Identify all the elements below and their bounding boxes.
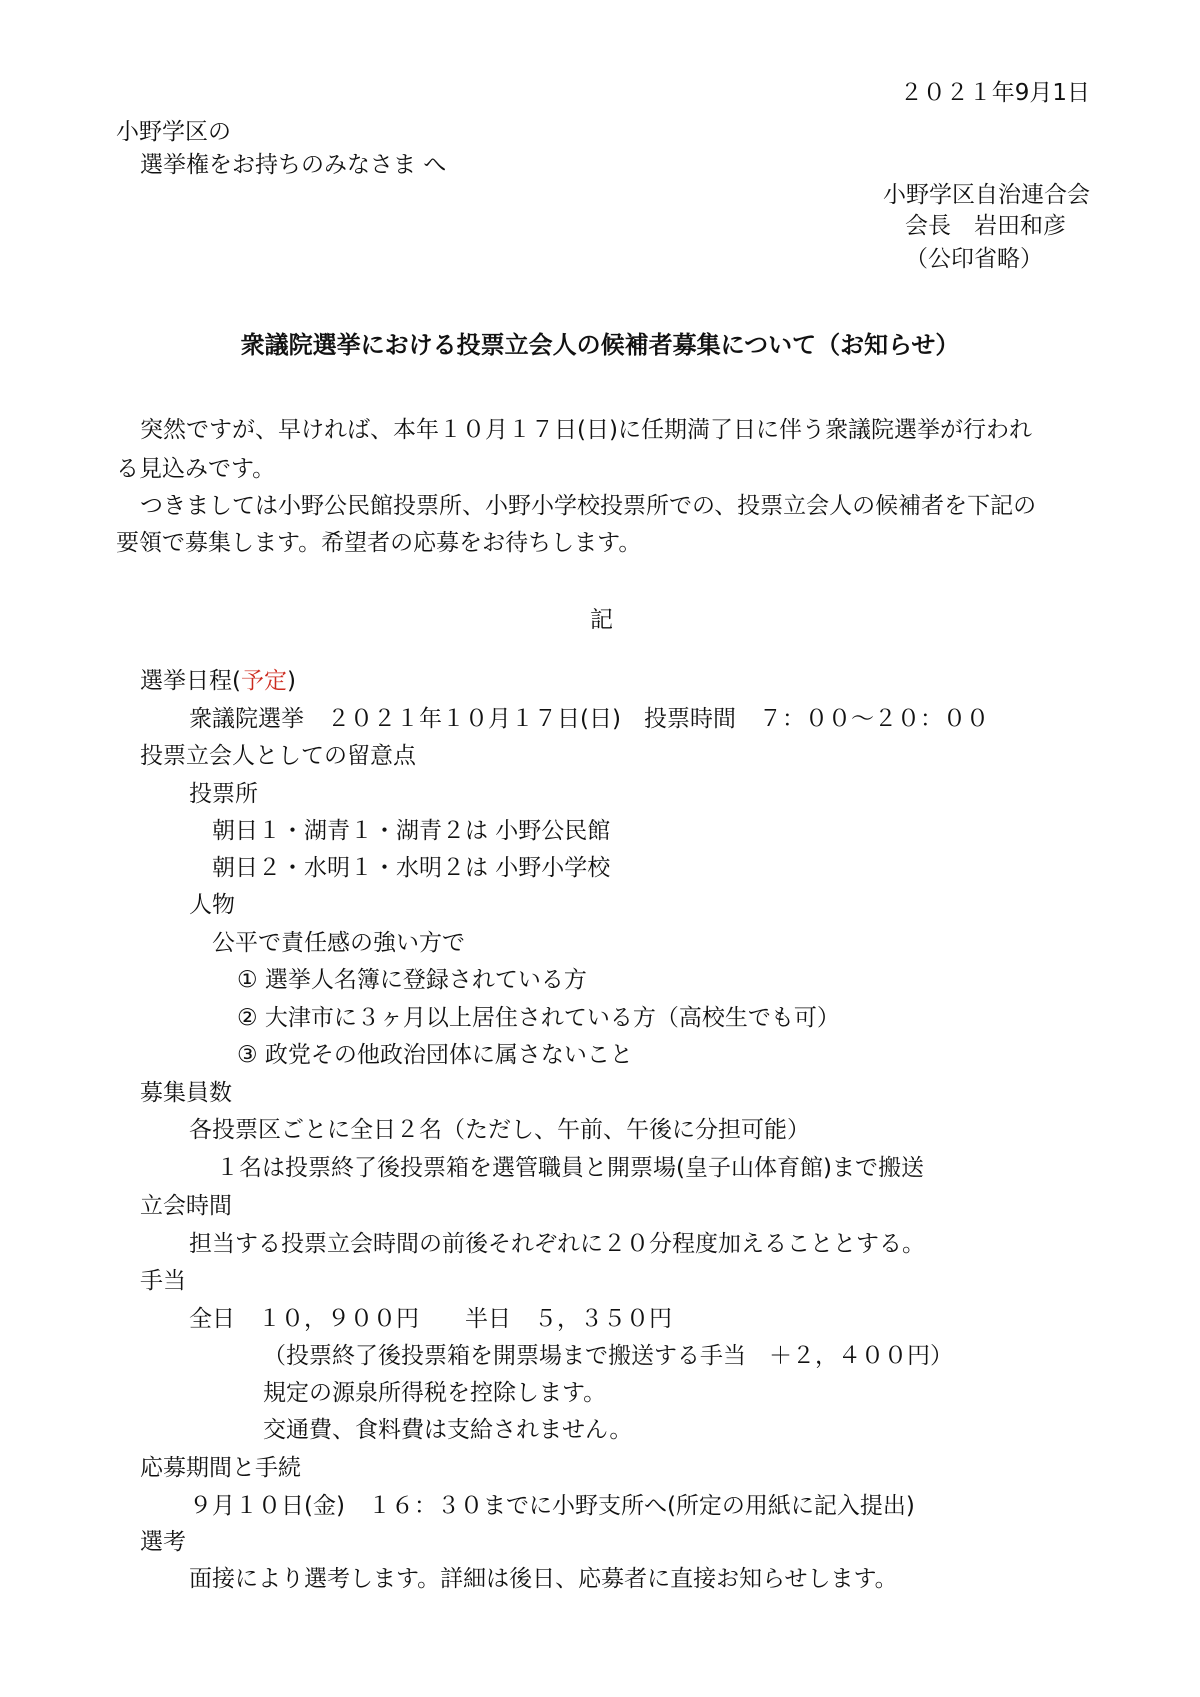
tentative-label: 予定 bbox=[240, 668, 287, 694]
recruit-heading: 募集員数 bbox=[140, 1080, 232, 1106]
person-condition-1: ① 選挙人名簿に登録されている方 bbox=[237, 967, 587, 993]
intro-paragraph-2-line-2: 要領で募集します。希望者の応募をお待ちします。 bbox=[116, 530, 642, 556]
apply-line-1: ９月１０日(金) １６：３０までに小野支所へ(所定の用紙に記入提出) bbox=[189, 1493, 915, 1519]
sender-name: 会長 岩田和彦 bbox=[905, 213, 1066, 239]
document-title: 衆議院選挙における投票立会人の候補者募集について（お知らせ） bbox=[240, 331, 960, 359]
ki-marker: 記 bbox=[590, 607, 613, 633]
time-heading: 立会時間 bbox=[140, 1193, 232, 1219]
allowance-line-2: （投票終了後投票箱を開票場まで搬送する手当 ＋２，４００円） bbox=[263, 1343, 953, 1369]
recipient-line-2: 選挙権をお持ちのみなさま へ bbox=[140, 152, 447, 178]
notes-heading: 投票立会人としての留意点 bbox=[140, 743, 416, 769]
schedule-heading-pre: 選挙日程( bbox=[140, 668, 241, 694]
document-date: ２０２１年9月1日 bbox=[899, 80, 1090, 106]
recruit-line-1: 各投票区ごとに全日２名（ただし、午前、午後に分担可能） bbox=[189, 1117, 810, 1143]
apply-heading: 応募期間と手続 bbox=[140, 1455, 301, 1481]
intro-paragraph-2-line-1: つきましては小野公民館投票所、小野小学校投票所での、投票立会人の候補者を下記の bbox=[140, 493, 1037, 519]
recipient-line-1: 小野学区の bbox=[116, 119, 231, 145]
venue-line-2: 朝日２・水明１・水明２は 小野小学校 bbox=[212, 855, 611, 881]
venue-line-1: 朝日１・湖青１・湖青２は 小野公民館 bbox=[212, 818, 611, 844]
person-intro: 公平で責任感の強い方で bbox=[212, 930, 465, 956]
selection-heading: 選考 bbox=[140, 1529, 186, 1555]
allowance-line-1: 全日 １０，９００円 半日 ５，３５０円 bbox=[189, 1306, 672, 1332]
intro-paragraph-1-line-1: 突然ですが、早ければ、本年１０月１７日(日)に任期満了日に伴う衆議院選挙が行われ bbox=[140, 417, 1032, 443]
allowance-line-4: 交通費、食料費は支給されません。 bbox=[263, 1417, 633, 1443]
person-condition-2: ② 大津市に３ヶ月以上居住されている方（高校生でも可） bbox=[237, 1005, 840, 1031]
schedule-heading bbox=[140, 665, 296, 697]
schedule-heading-post: ) bbox=[286, 668, 296, 694]
selection-line-1: 面接により選考します。詳細は後日、応募者に直接お知らせします。 bbox=[189, 1566, 898, 1592]
allowance-heading: 手当 bbox=[140, 1268, 186, 1294]
seal-omitted-note: （公印省略） bbox=[905, 246, 1043, 272]
time-line-1: 担当する投票立会時間の前後それぞれに２０分程度加えることとする。 bbox=[189, 1231, 925, 1257]
venue-heading: 投票所 bbox=[189, 781, 258, 807]
recruit-line-2: １名は投票終了後投票箱を選管職員と開票場(皇子山体育館)まで搬送 bbox=[216, 1155, 924, 1181]
sender-organization: 小野学区自治連合会 bbox=[883, 182, 1090, 208]
person-heading: 人物 bbox=[189, 892, 235, 918]
person-condition-3: ③ 政党その他政治団体に属さないこと bbox=[237, 1042, 633, 1068]
allowance-line-3: 規定の源泉所得税を控除します。 bbox=[263, 1380, 607, 1406]
intro-paragraph-1-line-2: る見込みです。 bbox=[116, 456, 276, 482]
schedule-detail: 衆議院選挙 ２０２１年１０月１７日(日) 投票時間 ７：００～２０：００ bbox=[189, 706, 989, 732]
